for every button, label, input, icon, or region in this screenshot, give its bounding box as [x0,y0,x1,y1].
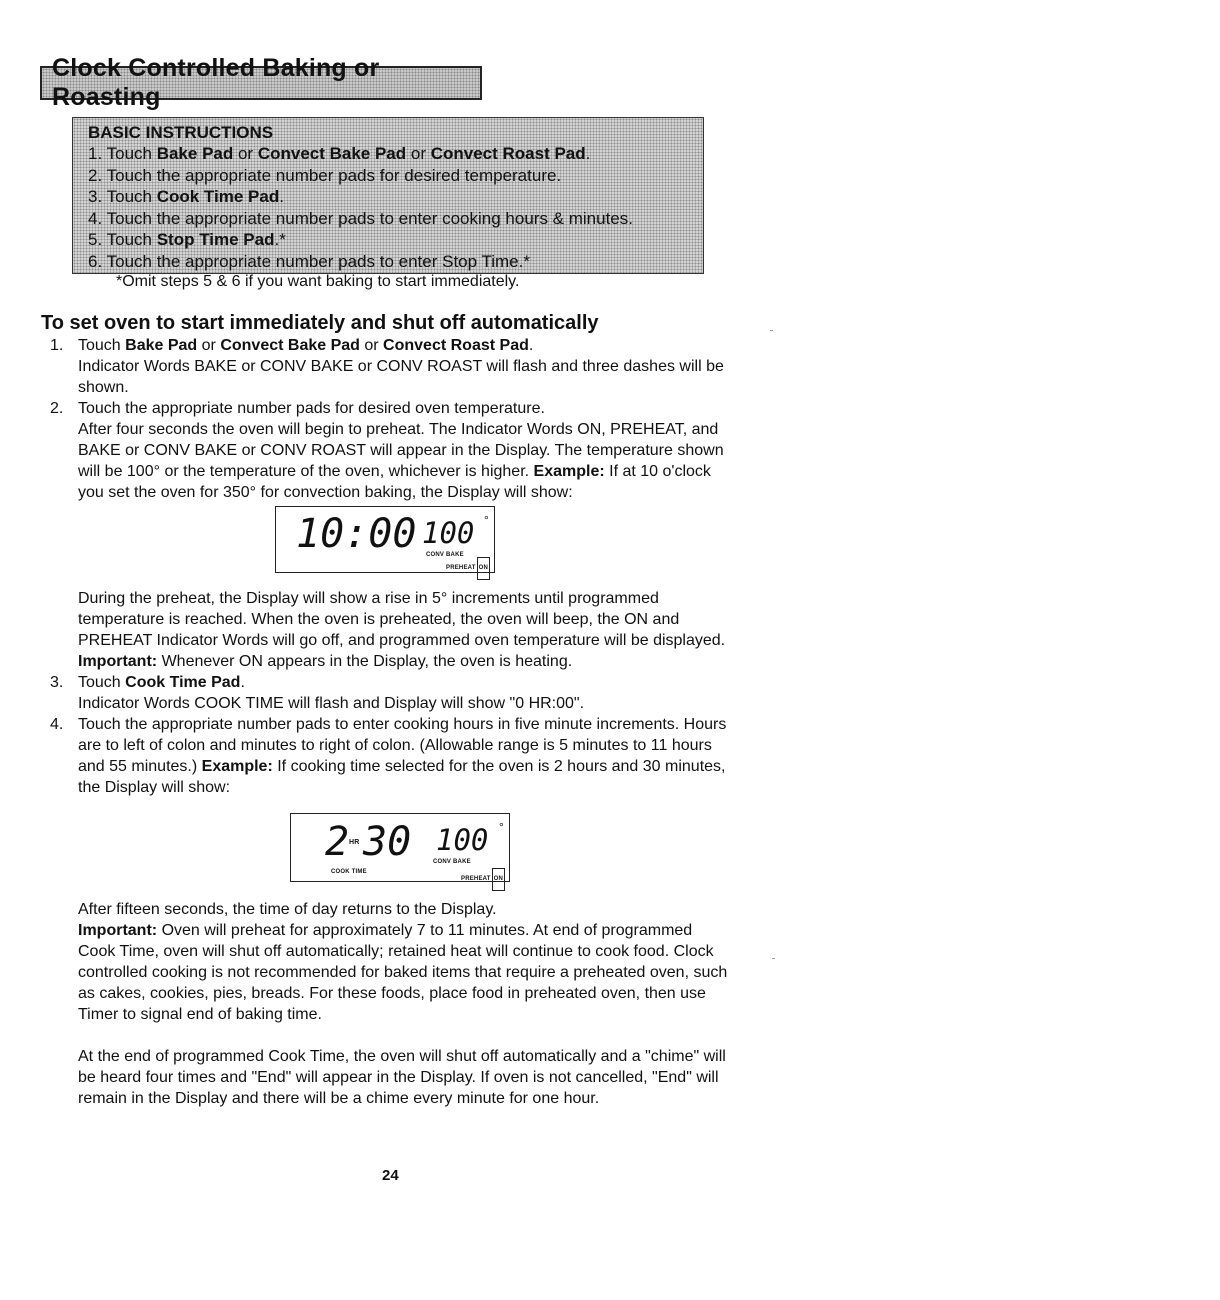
important-paragraph: Important: Oven will preheat for approximately 7 to 11 minutes. At end of programmed Cook Time, oven will shut off automatically; retained heat will continue to cook food. Clock controlled cooking is not recommended for baked items that require a preheated oven, such as cakes, cookies, pies, breads. For these foods, place food in preheated oven, then use Timer to signal end of baking time. [78,922,728,1023]
step-2 [50,398,730,503]
step-2-line: Touch the appropriate number pads for desired oven temperature. [78,400,545,417]
display-hours: 2 [325,819,350,865]
step-1-description: Indicator Words BAKE or CONV BAKE or CONV ROAST will flash and three dashes will be shown. [78,358,724,396]
display-cook-time-label: COOK TIME [331,869,367,875]
display-minutes: 30 [363,819,412,865]
basic-step-2: 2. Touch the appropriate number pads for desired temperature. [88,165,562,185]
display-temperature: 100 [436,823,489,857]
basic-step-5: 5. Touch Stop Time Pad.* [88,230,286,249]
display-degree: ° [499,820,504,834]
omit-steps-note: *Omit steps 5 & 6 if you want baking to start immediately. [116,273,520,290]
step-1: 1. Touch Bake Pad or Convect Bake Pad or Convect Roast Pad. Indicator Words BAKE or CONV BAKE or CONV ROAST will flash and three dashes will be shown. [50,335,730,398]
basic-step-1: 1. Touch Bake Pad or Convect Bake Pad or Convect Roast Pad. [88,144,591,163]
display-time: 10:00 [296,511,417,557]
section-title-banner [40,54,482,111]
page-title: Clock Controlled Baking or Roasting [52,54,380,111]
basic-instructions-heading: BASIC INSTRUCTIONS [88,123,274,142]
preheat-paragraph: During the preheat, the Display will show a rise in 5° increments until programmed temperature is reached. When the oven is preheated, the oven will beep, the ON and PREHEAT Indicator Words will go off, and programmed oven temperature will be displayed. Important: Whenever ON appears in the Display, the oven is heating. [78,590,726,670]
display-temperature: 100 [422,516,475,550]
display-preheat-indicator: PREHEAT ON [446,557,490,580]
step-3-description: Indicator Words COOK TIME will flash and Display will show "0 HR:00". [78,695,585,712]
step-2-description: After four seconds the oven will begin to preheat. The Indicator Words ON, PREHEAT, and BAKE or CONV BAKE or CONV ROAST will appear in the Display. The temperature shown will be 100° or the temperature of the oven, whichever is higher. Example: If at 10 o'clock you set the oven for 350° for convection baking, the Display will show: [78,421,724,501]
step-number: 2. [50,400,64,417]
display-preheat-indicator: PREHEAT ON [461,868,505,891]
end-of-cook-time-paragraph: At the end of programmed Cook Time, the oven will shut off automatically and a "chime" will be heard four times and "End" will appear in the Display. If oven is not cancelled, "End" will remain in the Display and there will be a chime every minute for one hour. [78,1048,726,1107]
step-number: 1. [50,337,64,354]
scan-mark [770,330,773,331]
display-degree: ° [484,513,489,527]
basic-step-3: 3. Touch Cook Time Pad. [88,187,284,206]
page-number: 24 [382,1167,399,1184]
display-mode-label: CONV BAKE [426,552,464,558]
instructions-body [50,335,730,1109]
after-fifteen-paragraph: After fifteen seconds, the time of day returns to the Display. [78,901,497,918]
step-number: 4. [50,716,64,733]
basic-instructions-box [72,117,704,274]
basic-step-4: 4. Touch the appropriate number pads to enter cooking hours & minutes. [88,208,633,228]
basic-step-6: 6. Touch the appropriate number pads to enter Stop Time.* [88,251,530,271]
display-example-preheat [275,506,495,573]
display-mode-label: CONV BAKE [433,859,471,865]
scan-mark [772,958,775,959]
step-number: 3. [50,674,64,691]
step-4: 4. Touch the appropriate number pads to enter cooking hours in five minute increments. Hours are to left of colon and minutes to right of colon. (Allowable range is 5 minutes to 11 hours and 55 minutes.) Example: If cooking time selected for the oven is 2 hours and 30 minutes, the Display will show: [50,716,727,796]
step-3: 3. Touch Cook Time Pad. Indicator Words COOK TIME will flash and Display will show "0 HR:00". [50,672,730,714]
section-heading: To set oven to start immediately and shut off automatically [41,312,599,334]
display-hr-label: HR [349,839,360,846]
display-example-cook-time [290,813,510,882]
